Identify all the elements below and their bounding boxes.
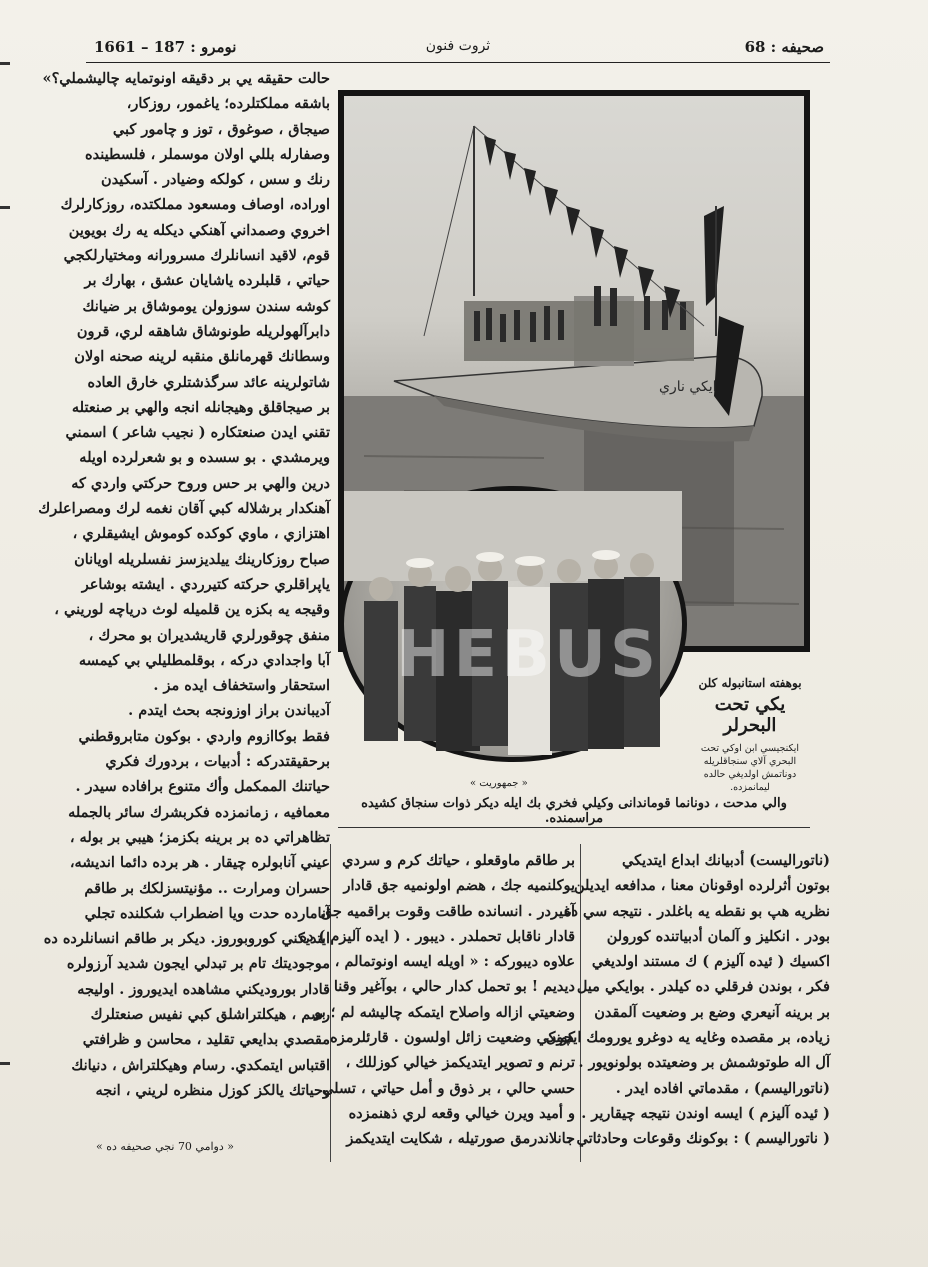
caption-intro: بوهفته استانبوله كلن (698, 676, 802, 690)
text-line: وحياتك يالكز كوزل منظره لريني ، انجه (95, 1081, 330, 1099)
text-line: صباح روزكارينك ييلديزسز نفسلريله اويانان (74, 550, 330, 568)
text-line: عيني آنابولره چيقار . هر برده دائما انديشه، (69, 854, 330, 872)
text-line: جانلاندرمق صورتيله ، شكايت ايتديكمز (346, 1130, 575, 1148)
text-line: قادار ناقابل تحملدر . ديبور . ( ايده آليزم ) ده (299, 927, 575, 945)
text-line: تقني ايدن صنعتكاره ( نجيب شاعر ) اسمني (65, 424, 330, 442)
text-line: فقط بوكاازوم واردي . بوكون متابروقطني (78, 727, 330, 745)
text-line: و أميد ويرن خيالي وقعه لري ذهنمزده (348, 1104, 575, 1122)
text-line: وسطانك قهرمانلق منقبه لرينه صحنه اولان (74, 348, 330, 366)
text-line: حسي حالي ، بر ذوق و أمل حياتي ، تسلي (322, 1079, 575, 1097)
text-line: بر طاقم ماوقعلو ، حياتك كرم و سردي (342, 852, 575, 869)
text-line: قوم، لاقيد انسانلرك مسرورانه ومختيارلكجي (63, 247, 330, 265)
text-line: صيجاق ، صوغوق ، توز و چامور كبي (112, 120, 330, 138)
photo-caption-bottom: والي مدحت ، دونانما قوماندانى وكيلي فخري بك ايله ديكر ذوات سنجاق كشيده مراسمنده. (361, 796, 787, 826)
text-line: درين والهي بر حس وروح حركتي واردي كه (71, 474, 330, 492)
margin-mark (0, 1062, 10, 1065)
text-line: آنامارده حدت ويا اضطراب شكلنده تجلي (84, 904, 330, 922)
text-line: (ناتوراليسم) ، مقدماتي افاده ايدر . (615, 1079, 830, 1097)
text-line: وصفارله بللي اولان موسملر ، فلسطينده (85, 145, 330, 163)
text-line: رنك و سس ، كولكه وضيادر . آسكيدن (101, 171, 330, 189)
text-line: معمافيه ، زمانمزده فكربشرك سائر بالجمله (68, 803, 330, 821)
article-column-middle (299, 848, 575, 1168)
column-text (299, 848, 575, 1152)
text-line: ويرمشدي . بو سسده و بو شعرلرده اويله (79, 449, 330, 467)
article-column-left (38, 66, 330, 1166)
text-line: تظاهراتي ده بر برينه بكزمز؛ هيبي بر بوله ، (69, 828, 330, 846)
text-line: اوراده، اوصاف ومسعود مملكتده، روزكارلرك (60, 196, 330, 214)
text-line: آديباندن براز اوزونجه بحث ايتدم . (128, 702, 330, 720)
text-line: فكر ، بوندن فرقلي ده كيلدر . بوايكي ميل (576, 978, 830, 996)
text-line: دابرآلهولريله طونوشاق شاهقه لري، قرون (76, 322, 330, 340)
text-line: شاتولرينه عائد سرگذشتلري خارق العاده (87, 373, 330, 391)
text-line: بر صيجاقلق وهيجانله انجه والهي بر صنعتله (71, 398, 330, 416)
text-line: زياده، بر مقصده وغايه يه دوغرو يورومك ايچون (545, 1029, 830, 1047)
text-line: ياپراقلري حركته كتيرردي . ايشته بوشاعر (81, 575, 330, 593)
text-line: آل اله طوتوشمش بر وضعيتده بولونويور . (578, 1054, 830, 1072)
hull-lettering: ايكي ناري (659, 379, 717, 395)
text-line: وضعيتي ازاله واصلاح ايتمكه چاليشه لم ؛ بو (314, 1003, 575, 1021)
caption-heading: يكي تحت البحرلر (714, 694, 786, 736)
text-line: موجوديتك تام بر تبدلي ايجون شديد آرزولره (66, 955, 330, 973)
text-line: استحقار واستخفاف ايده مز . (153, 677, 330, 695)
text-line: مقصدي بدايعي تقليد ، محاسن و ظرافتي (82, 1031, 330, 1049)
column-text (545, 848, 830, 1152)
text-line: منفق چوقورلري قاريشديران بو محرك ، (88, 626, 330, 644)
photo-credit: « جمهوريت » (470, 778, 528, 789)
text-line: آهنكدار برشلاله كبي آقان نغمه لرك ومصراعلرك (38, 500, 330, 518)
text-line: ترنم و تصوير ايتديكمز خيالي كوزللك ، (345, 1054, 575, 1072)
text-line: حالت حقيقه يي بر دقيقه اونوتمايه چاليشملي؟» (42, 70, 330, 87)
text-line: اكسيك ( ئيده آليزم ) ك مستند اولديغي (591, 953, 830, 971)
text-line: نظريه هپ بو نقطه يه باغلدر . نتيجه سي ده (563, 902, 830, 920)
text-line: اهتزازي ، ماوي كوكده كوموش ايشيقلري ، (72, 525, 330, 543)
text-line: كونكي وضعيت زائل اولسون . قارئلرمزه (330, 1029, 575, 1047)
text-line: آبا واجدادي دركه ، بوقلمطليلي بي كيمسه (78, 651, 330, 669)
photo-caption-side (694, 676, 806, 794)
text-line: بودر . انكليز و آلمان أدبياتنده كورولن (606, 927, 830, 945)
text-line: اخروي وصمداني آهنكي ديكله يه رك بويوين (68, 221, 330, 239)
caption-divider (338, 827, 810, 828)
text-line: قادار بوروديكني مشاهده ايديوروز . اوليجه (77, 980, 330, 998)
text-line: بوتون أثرلرده اوقونان معنا ، مدافعه ايديلن (574, 877, 830, 895)
article-column-right (545, 848, 830, 1168)
text-line: علاوه ديبوركه : « اويله ايسه اونوتمالم ، (334, 953, 575, 971)
text-line: باشقه مملكتلرده؛ ياغمور، روزكار، (126, 95, 330, 113)
margin-mark (0, 62, 10, 65)
text-line: رسم ، هيكلتراشلق كبي نفيس صنعتلرك (90, 1005, 330, 1023)
text-line: آغيردر . انسانده طاقت وقوت براقميه جق (320, 902, 575, 920)
text-line: برحقيقتدركه : أدبيات ، بردورك فكري (105, 753, 330, 771)
text-line: ( ناتوراليسم ) : بوكونك وقوعات وحادثاتي ، (566, 1130, 830, 1148)
page-header (86, 34, 830, 63)
page-number: صحيفه : 68 (744, 38, 824, 56)
text-line: ( ئيده آليزم ) ايسه اوندن نتيجه چيقارير . (581, 1104, 830, 1122)
magazine-title: ثروت فنون (425, 38, 491, 54)
continued-note: « دوامي 70 نجي صحيفه ده » (96, 1140, 234, 1153)
text-line: بر برينه آنيعري وضع بر وضعيت آلمقدن (594, 1003, 830, 1021)
text-line: (ناتوراليست) أدبيانك ابداع ايتديكي (622, 852, 830, 869)
text-line: كوشه سندن سوزولن يوموشاق بر ضيانك (82, 297, 330, 315)
text-line: ايتديكني كوروبوروز. ديكر بر طاقم انسانلرده ده (43, 930, 330, 948)
text-line: وقيجه يه بكزه ين قلميله لوث درياچه لوريني ، (54, 601, 330, 619)
archive-watermark: HEBUS (395, 618, 661, 692)
text-line: حسران ومرارت .. مؤنيتسزلكك بر طاقم (84, 879, 330, 897)
text-line: يوكلنميه جك ، هضم اولونميه جق قادار (343, 877, 575, 895)
column-text (38, 66, 330, 1103)
text-line: اقتباس ايتمكدي. رسام وهيكلتراش ، دنيانك (71, 1056, 330, 1074)
issue-number: نومرو : 187 – 1661 (94, 38, 237, 56)
caption-detail: ايكنجيسي ابن اوكي تحت البحري آلاي سنجاقلريله دوناتمش اولديغي حالده ليمانمزده. (700, 743, 800, 793)
text-line: ديديم ! بو تحمل كدار حالي ، بوآغير وقنا (333, 978, 575, 996)
text-line: حياتنك الممكمل وأك متنوع برافاده سيدر . (75, 778, 330, 796)
text-line: حياتي ، قلبلرده ياشايان عشق ، بهارك بر (84, 272, 330, 290)
margin-mark (0, 206, 10, 209)
